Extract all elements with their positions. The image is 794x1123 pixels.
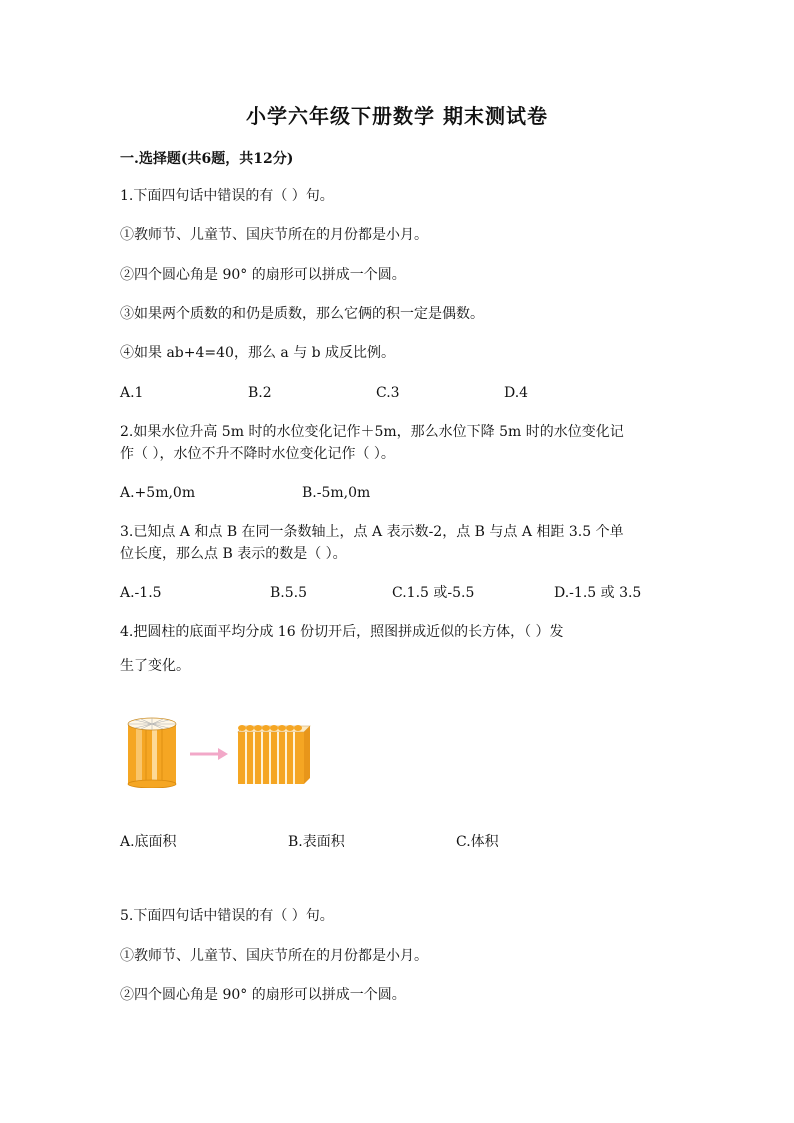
cylinder-highlight — [136, 724, 142, 784]
question-2-stem-line-2: 作（ ），水位不升不降时水位变化记作（ ）。 — [120, 446, 395, 462]
question-1-item-3: ③如果两个质数的和仍是质数，那么它俩的积一定是偶数。 — [120, 306, 484, 322]
question-3-option-a[interactable]: A.-1.5 — [120, 585, 162, 601]
question-3-option-c[interactable]: C.1.5 或-5.5 — [392, 585, 475, 601]
cuboid-side — [304, 726, 310, 784]
question-4-option-b[interactable]: B.表面积 — [288, 834, 345, 850]
question-1-option-b[interactable]: B.2 — [248, 385, 272, 401]
question-5-item-1: ①教师节、儿童节、国庆节所在的月份都是小月。 — [120, 948, 428, 964]
question-2-option-b[interactable]: B.-5m,0m — [302, 485, 371, 501]
question-3-option-b[interactable]: B.5.5 — [270, 585, 308, 601]
question-4-option-c[interactable]: C.体积 — [456, 834, 499, 850]
cylinder-shape — [128, 718, 176, 788]
question-3-stem-line-2: 位长度，那么点 B 表示的数是（ ）。 — [120, 546, 347, 562]
cylinder-top-sectors — [128, 718, 176, 730]
question-4-option-a[interactable]: A.底面积 — [120, 834, 177, 850]
page-title: 小学六年级下册数学 期末测试卷 — [246, 104, 548, 128]
cylinder-bottom — [128, 780, 176, 788]
question-2-stem-line-1: 2.如果水位升高 5m 时的水位变化记作＋5m，那么水位下降 5m 时的水位变化记 — [120, 424, 624, 440]
question-2-option-a[interactable]: A.+5m,0m — [120, 485, 196, 501]
arrow-icon — [190, 748, 228, 760]
question-3-option-d[interactable]: D.-1.5 或 3.5 — [554, 585, 642, 601]
question-4-stem-line-2: 生了变化。 — [120, 658, 190, 674]
question-4-stem-line-1: 4.把圆柱的底面平均分成 16 份切开后，照图拼成近似的长方体，（ ）发 — [120, 624, 564, 640]
question-1-option-d[interactable]: D.4 — [504, 385, 529, 401]
question-1-stem: 1.下面四句话中错误的有（ ）句。 — [120, 188, 334, 204]
cylinder-figure-svg — [126, 716, 316, 788]
cylinder-to-cuboid-figure — [126, 716, 316, 788]
section-heading: 一.选择题(共6题，共12分) — [120, 151, 294, 167]
cuboid-shape — [238, 725, 310, 784]
cylinder-highlight-2 — [152, 724, 157, 784]
question-1-item-2: ②四个圆心角是 90° 的扇形可以拼成一个圆。 — [120, 267, 406, 283]
question-1-item-1: ①教师节、儿童节、国庆节所在的月份都是小月。 — [120, 227, 428, 243]
question-5-stem: 5.下面四句话中错误的有（ ）句。 — [120, 908, 334, 924]
question-3-stem-line-1: 3.已知点 A 和点 B 在同一条数轴上，点 A 表示数-2，点 B 与点 A 相距 3.5 个单 — [120, 524, 624, 540]
question-5-item-2: ②四个圆心角是 90° 的扇形可以拼成一个圆。 — [120, 987, 406, 1003]
question-1-option-a[interactable]: A.1 — [120, 385, 144, 401]
question-1-item-4: ④如果 ab+4=40，那么 a 与 b 成反比例。 — [120, 345, 396, 361]
question-1-option-c[interactable]: C.3 — [376, 385, 400, 401]
cuboid-strips — [246, 732, 294, 784]
